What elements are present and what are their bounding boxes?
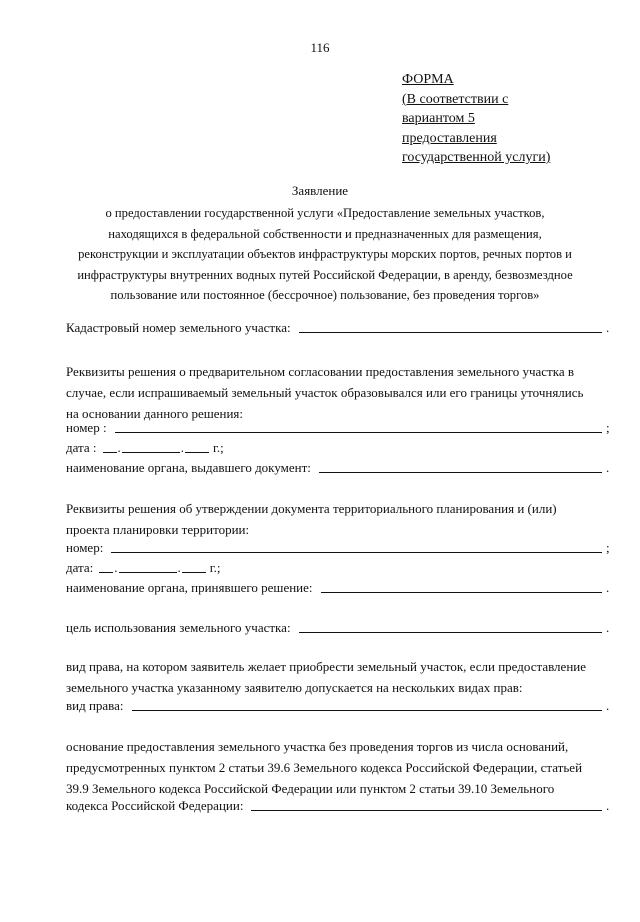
year-suffix: г.; — [213, 440, 224, 455]
right-type-field[interactable] — [132, 709, 602, 711]
planning-number-label: номер: — [66, 540, 104, 555]
planning-number-row — [66, 538, 614, 556]
prelim-decision-text — [66, 361, 606, 424]
purpose-row — [66, 618, 614, 636]
date-separator: . — [180, 440, 185, 455]
basis-line: 39.9 Земельного кодекса Российской Федерации или пунктом 2 статьи 39.10 Земельного — [66, 781, 555, 796]
date-separator: . — [117, 440, 121, 455]
application-subject — [60, 203, 590, 306]
prelim-date-year-field[interactable] — [185, 451, 209, 453]
end-period: . — [606, 620, 610, 635]
form-note-line: государственной услуги) — [402, 150, 551, 165]
prelim-organ-field[interactable] — [319, 471, 602, 473]
planning-number-field[interactable] — [111, 551, 602, 553]
date-separator: . — [177, 560, 181, 575]
prelim-line: на основании данного решения: — [66, 406, 243, 421]
right-line: вид права, на котором заявитель желает приобрести земельный участок, если предоставление — [66, 659, 586, 674]
basis-line: основание предоставления земельного участка без проведения торгов из числа оснований, — [66, 739, 569, 754]
basis-field[interactable] — [251, 809, 602, 811]
prelim-line: Реквизиты решения о предварительном согласовании предоставления земельного участка в — [66, 364, 574, 379]
form-note — [402, 70, 550, 168]
planning-organ-label: наименование органа, принявшего решение: — [66, 580, 313, 595]
basis-line: предусмотренных пунктом 2 статьи 39.6 Земельного кодекса Российской Федерации, статьей — [66, 760, 583, 775]
page-number: 116 — [310, 40, 330, 55]
prelim-number-row — [66, 418, 614, 436]
prelim-organ-row — [66, 458, 614, 476]
planning-organ-row — [66, 578, 614, 596]
planning-decision-text — [66, 498, 606, 540]
subject-line: реконструкции и эксплуатации объектов инфраструктуры морских портов, речных портов и — [78, 247, 572, 261]
planning-organ-field[interactable] — [321, 591, 602, 593]
form-note-line: вариантом 5 — [402, 111, 475, 126]
cadastral-number-field[interactable] — [299, 331, 602, 333]
planning-date-month-field[interactable] — [119, 571, 177, 573]
form-note-line: ФОРМА — [402, 72, 454, 87]
right-line: земельного участка указанному заявителю допускается на нескольких видах прав: — [66, 680, 523, 695]
form-note-line: (В соответствии с — [402, 91, 509, 107]
prelim-date-day-field[interactable] — [103, 451, 117, 453]
end-period: . — [606, 798, 610, 813]
form-note-line: предоставления — [402, 130, 497, 146]
planning-line: проекта планировки территории: — [66, 522, 250, 537]
planning-line: Реквизиты решения об утверждении документа территориального планирования и (или) — [66, 501, 557, 516]
end-period: . — [606, 320, 610, 335]
end-semicolon: ; — [606, 420, 610, 435]
document-title: Заявление — [291, 183, 349, 198]
planning-date-day-field[interactable] — [99, 571, 113, 573]
purpose-label: цель использования земельного участка: — [66, 620, 291, 635]
prelim-date-row — [66, 438, 224, 456]
subject-line: находящихся в федеральной собственности и предназначенных для размещения, — [108, 226, 542, 241]
prelim-date-month-field[interactable] — [122, 451, 180, 453]
right-type-text — [66, 656, 606, 698]
subject-line: пользование или постоянное (бессрочное) пользование, без проведения торгов» — [110, 288, 540, 302]
right-type-row — [66, 696, 614, 714]
basis-text — [66, 736, 606, 799]
cadastral-number-row — [66, 318, 614, 336]
prelim-organ-label: наименование органа, выдавшего документ: — [66, 460, 311, 475]
date-separator: . — [114, 560, 118, 575]
end-semicolon: ; — [606, 540, 610, 555]
end-period: . — [606, 580, 610, 595]
end-period: . — [606, 460, 610, 475]
basis-label: кодекса Российской Федерации: — [66, 798, 244, 813]
prelim-number-field[interactable] — [115, 431, 602, 433]
planning-date-label: дата: — [66, 560, 94, 575]
prelim-date-label: дата : — [66, 440, 97, 455]
end-period: . — [606, 698, 610, 713]
subject-line: о предоставлении государственной услуги «Предоставление земельных участков, — [105, 206, 545, 220]
prelim-line: случае, если испрашиваемый земельный участок образовывался или его границы уточнялись — [66, 385, 584, 400]
subject-line: инфраструктуры внутренних водных путей Российской Федерации, в аренду, безвозмездное — [77, 267, 573, 282]
planning-date-year-field[interactable] — [182, 571, 206, 573]
year-suffix: г.; — [209, 560, 221, 575]
cadastral-number-label: Кадастровый номер земельного участка: — [66, 320, 291, 335]
right-type-label: вид права: — [66, 698, 124, 713]
prelim-number-label: номер : — [66, 420, 107, 435]
purpose-field[interactable] — [299, 631, 602, 633]
planning-date-row — [66, 558, 221, 576]
basis-row — [66, 796, 614, 814]
